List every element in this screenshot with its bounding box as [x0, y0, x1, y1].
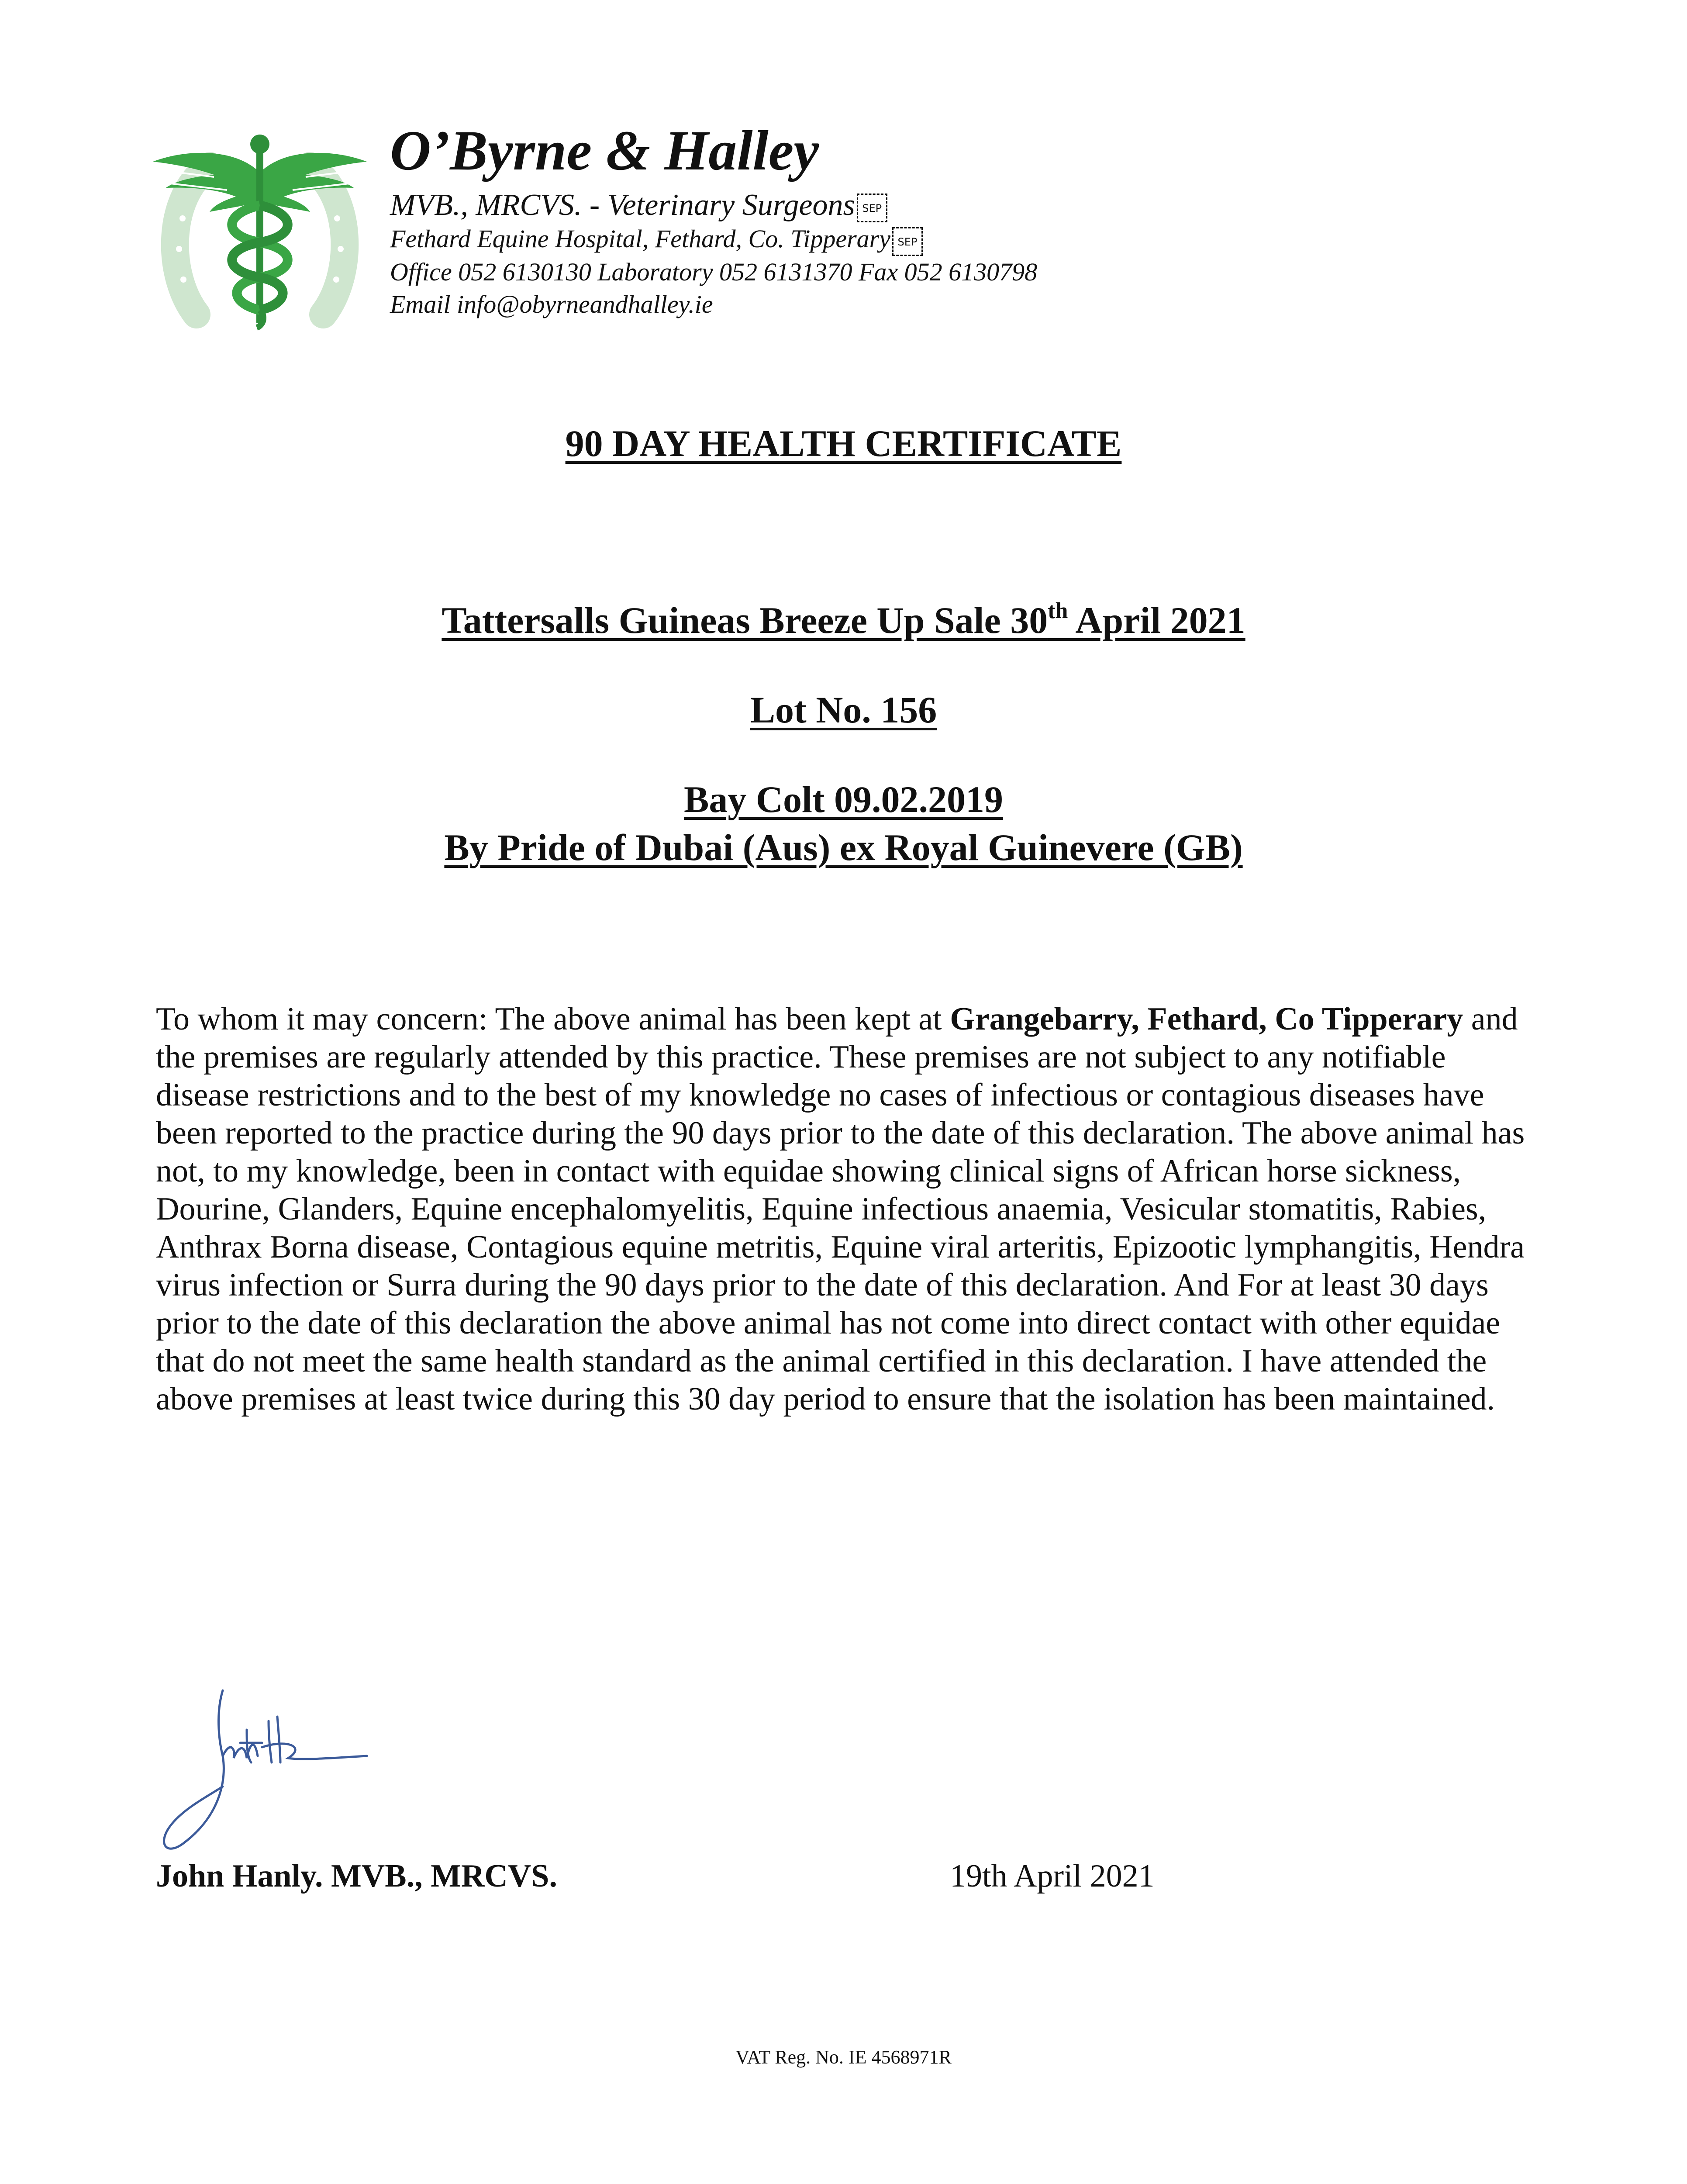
- signer-name: John Hanly. MVB., MRCVS.: [156, 1858, 557, 1894]
- qualifications-line: [390, 188, 1394, 223]
- horse-pedigree: By Pride of Dubai (Aus) ex Royal Guinevere (GB): [444, 826, 1243, 868]
- address-text: Fethard Equine Hospital, Fethard, Co. Tipperary: [390, 225, 890, 253]
- declaration-body: and the premises are regularly attended by this practice. These premises are not subject to any notifiable disease restrictions and to the best of my knowledge no cases of infectious or contagious diseases have been reported to the practice during the 90 days prior to the date of this declaration. The above animal has not, to my knowledge, been in contact with equidae showing clinical signs of African horse sickness, Dourine, Glanders, Equine encephalomyelitis, Equine infectious anaemia, Vesicular stomatitis, Rabies, Anthrax Borna disease, Contagious equine metritis, Equine viral arteritis, Epizootic lymphangitis, Hendra virus infection or Surra during the 90 days prior to the date of this declaration. And For at least 30 days prior to the date of this declaration the above animal has not come into direct contact with other equidae that do not meet the same health standard as the animal certified in this declaration. I have attended the above premises at least twice during this 30 day period to ensure that the isolation has been maintained.: [156, 1001, 1525, 1417]
- sale-prefix: Tattersalls Guineas Breeze Up Sale 30: [442, 599, 1048, 641]
- vat-registration: VAT Reg. No. IE 4568971R: [735, 2046, 952, 2068]
- certificate-title: 90 DAY HEALTH CERTIFICATE: [565, 422, 1122, 464]
- address-line: [390, 223, 1394, 256]
- qualifications-text: MVB., MRCVS. - Veterinary Surgeons: [390, 188, 855, 222]
- declaration-text: [156, 1000, 1532, 1418]
- sep-glyph-icon: SEP: [857, 194, 887, 222]
- phones-line: Office 052 6130130 Laboratory 052 6131370 Fax 052 6130798: [390, 257, 1038, 286]
- horse-description: Bay Colt 09.02.2019: [684, 778, 1003, 820]
- lot-number: Lot No. 156: [750, 689, 937, 731]
- sale-name: [0, 596, 1687, 644]
- email-line: Email info@obyrneandhalley.ie: [390, 290, 713, 318]
- firm-name: O’Byrne & Halley: [390, 119, 819, 182]
- practice-logo: [148, 131, 371, 332]
- sale-details: [0, 596, 1687, 871]
- premises-location: Grangebarry, Fethard, Co Tipperary: [950, 1001, 1463, 1037]
- sale-ordinal: th: [1048, 598, 1068, 623]
- sep-glyph-icon: SEP: [892, 227, 923, 256]
- declaration-intro: To whom it may concern: The above animal has been kept at: [156, 1001, 950, 1037]
- signature-date: 19th April 2021: [950, 1858, 1155, 1894]
- caduceus-horseshoe-icon: [148, 131, 371, 332]
- handwritten-signature: [157, 1686, 402, 1861]
- signature-icon: [157, 1686, 402, 1861]
- sale-suffix: April 2021: [1068, 599, 1245, 641]
- letterhead: [390, 118, 1394, 321]
